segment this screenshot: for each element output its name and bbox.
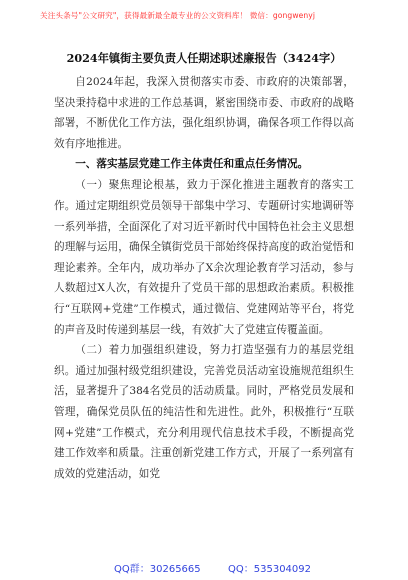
contact-footer bbox=[0, 560, 408, 576]
document-body bbox=[54, 50, 354, 484]
qq-contact-link[interactable]: QQ：535304092 bbox=[228, 564, 312, 575]
body-paragraph-2: （二）着力加强组织建设，努力打造坚强有力的基层党组织。通过加强村级党组织建设，完善党员活动室设施规范组织生活，显著提升了384名党员的活动质量。同时，严格党员发展和管理，确保党员队伍的纯洁性和先进性。此外，积极推行“互联网+党建”工作模式，充分利用现代信息技术手段，不断提高党建工作效率和质量。注重创新党建工作方式，开展了一系列富有成效的党建活动，如党 bbox=[54, 344, 354, 480]
intro-paragraph: 自2024年起，我深入贯彻落实市委、市政府的决策部署，坚决秉持稳中求进的工作总基调，紧密围绕市委、市政府的战略部署，不断优化工作方法，强化组织协调，确保各项工作得以高效有序地推进。 bbox=[54, 76, 354, 150]
promo-banner-text: 关注头条号"公文研究"，获得最新最全最专业的公文资料库！ 微信：gongwenyj bbox=[40, 11, 316, 20]
qq-group-link[interactable]: QQ群：30265665 bbox=[114, 564, 201, 575]
document-title: 2024年镇街主要负责人任期述职述廉报告（3424字） bbox=[66, 51, 342, 65]
body-paragraph-1: （一）聚焦理论根基，致力于深化推进主题教育的落实工作。通过定期组织党员领导干部集中学习、专题研讨实地调研等一系列举措，全面深化了对习近平新时代中国特色社会主义思想的理解与运用，确保全镇街党员干部始终保持高度的政治觉悟和理论素养。全年内，成功举办了X余次理论教育学习活动，参与人数超过X人次，有效提升了党员干部的思想政治素质。积极推行“互联网+党建”工作模式，通过微信、党建网站等平台，将党的声音及时传递到基层一线，有效扩大了党建宣传覆盖面。 bbox=[54, 179, 354, 336]
promo-banner bbox=[0, 0, 408, 28]
section-heading: 一、落实基层党建工作主体责任和重点任务情况。 bbox=[75, 158, 309, 171]
